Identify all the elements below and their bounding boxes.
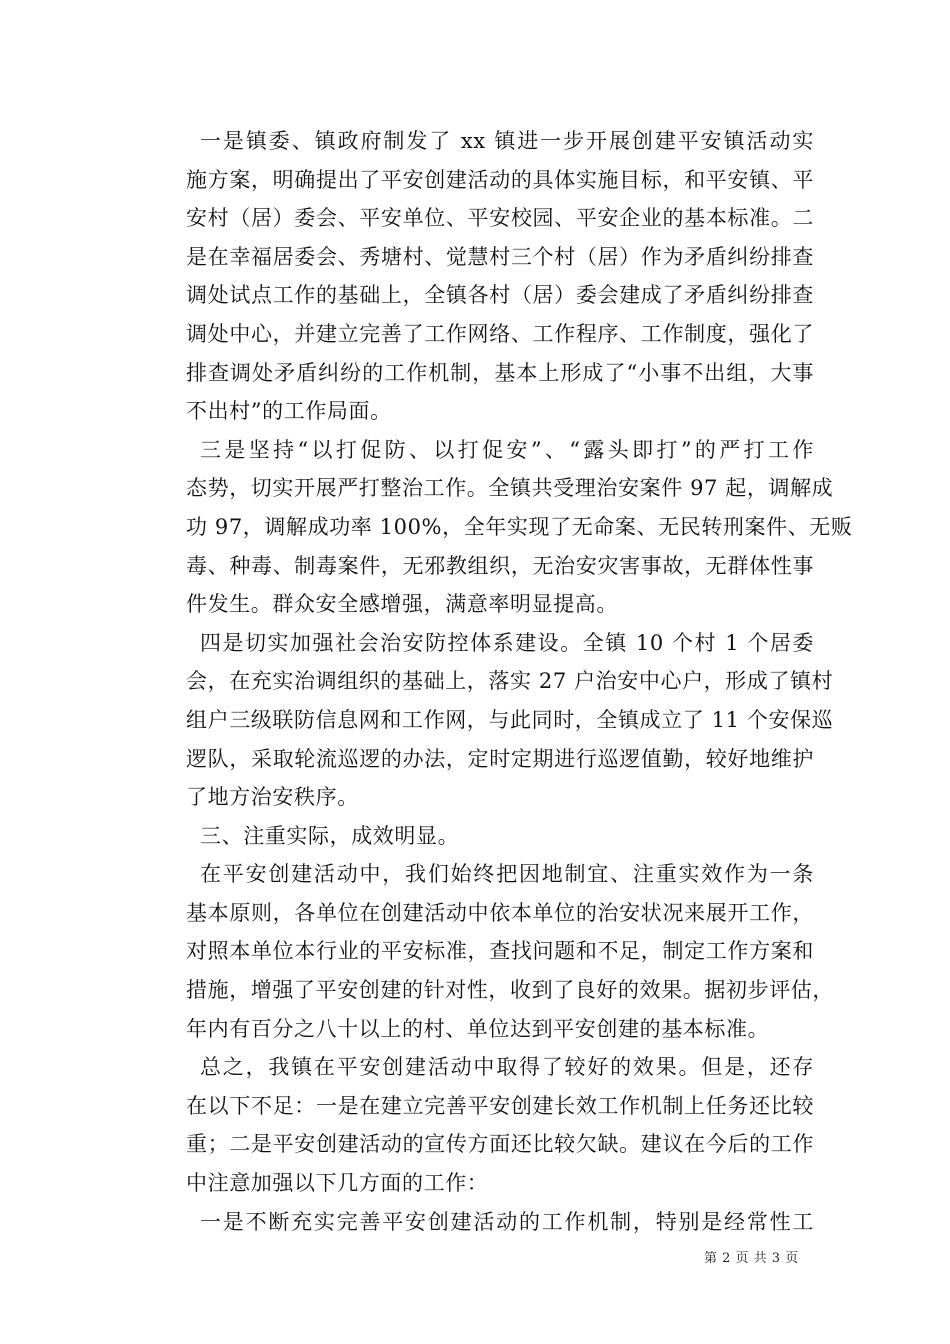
text-line: 安村（居）委会、平安单位、平安校园、平安企业的基本标准。二 xyxy=(186,206,814,231)
text-line: 年内有百分之八十以上的村、单位达到平安创建的基本标准。 xyxy=(186,1016,770,1041)
text-line: 三、注重实际，成效明显。 xyxy=(200,823,460,848)
text-line: 不出村”的工作局面。 xyxy=(186,399,392,424)
text-line: 基本原则，各单位在创建活动中依本单位的治安状况来展开工作， xyxy=(186,900,814,925)
text-line: 态势，切实开展严打整治工作。全镇共受理治安案件 97 起，调解成 xyxy=(186,476,834,501)
paragraph-7 xyxy=(144,1203,814,1242)
text-line: 调处试点工作的基础上，全镇各村（居）委会建成了矛盾纠纷排查 xyxy=(186,283,814,308)
section-heading xyxy=(144,817,814,856)
text-line: 施方案，明确提出了平安创建活动的具体实施目标，和平安镇、平 xyxy=(186,167,814,192)
paragraph-5 xyxy=(144,855,834,1048)
page-number-footer: 第 2 页 共 3 页 xyxy=(704,1251,799,1266)
text-line: 排查调处矛盾纠纷的工作机制，基本上形成了“小事不出组，大事 xyxy=(186,360,814,385)
text-line: 一是镇委、镇政府制发了 xx 镇进一步开展创建平安镇活动实 xyxy=(200,129,814,153)
text-line: 中注意加强以下几方面的工作： xyxy=(186,1171,489,1196)
text-line: 总之，我镇在平安创建活动中取得了较好的效果。但是，还存 xyxy=(200,1055,814,1080)
paragraph-3 xyxy=(144,624,834,817)
text-line: 逻队，采取轮流巡逻的办法，定时定期进行巡逻值勤，较好地维护 xyxy=(186,746,814,771)
text-line: 了地方治安秩序。 xyxy=(186,785,359,810)
text-line: 在平安创建活动中，我们始终把因地制宜、注重实效作为一条 xyxy=(200,862,814,887)
text-line: 是在幸福居委会、秀塘村、觉慧村三个村（居）作为矛盾纠纷排查 xyxy=(186,244,814,269)
text-line: 重；二是平安创建活动的宣传方面还比较欠缺。建议在今后的工作 xyxy=(186,1132,814,1157)
text-line: 组户三级联防信息网和工作网，与此同时，全镇成立了 11 个安保巡 xyxy=(186,707,834,732)
text-line: 对照本单位本行业的平安标准，查找问题和不足，制定工作方案和 xyxy=(186,939,814,964)
paragraph-2 xyxy=(144,431,853,624)
text-line: 在以下不足：一是在建立完善平安创建长效工作机制上任务还比较 xyxy=(186,1093,814,1118)
paragraph-6 xyxy=(144,1048,814,1202)
text-line: 毒、种毒、制毒案件，无邪教组织，无治安灾害事故，无群体性事 xyxy=(186,553,814,578)
text-line: 会，在充实治调组织的基础上，落实 27 户治安中心户，形成了镇村 xyxy=(186,669,834,694)
text-line: 调处中心，并建立完善了工作网络、工作程序、工作制度，强化了 xyxy=(186,321,814,346)
text-line: 件发生。群众安全感增强，满意率明显提高。 xyxy=(186,592,618,617)
text-line: 措施，增强了平安创建的针对性，收到了良好的效果。据初步评估， xyxy=(186,978,834,1003)
text-line: 功 97，调解成功率 100%，全年实现了无命案、无民转刑案件、无贩 xyxy=(186,514,853,539)
paragraph-1 xyxy=(144,122,814,431)
text-line: 四是切实加强社会治安防控体系建设。全镇 10 个村 1 个居委 xyxy=(200,630,814,655)
text-line: 三是坚持“以打促防、以打促安”、“露头即打”的严打工作 xyxy=(200,437,814,462)
text-line: 一是不断充实完善平安创建活动的工作机制，特别是经常性工 xyxy=(200,1209,814,1234)
document-body xyxy=(144,122,853,1241)
